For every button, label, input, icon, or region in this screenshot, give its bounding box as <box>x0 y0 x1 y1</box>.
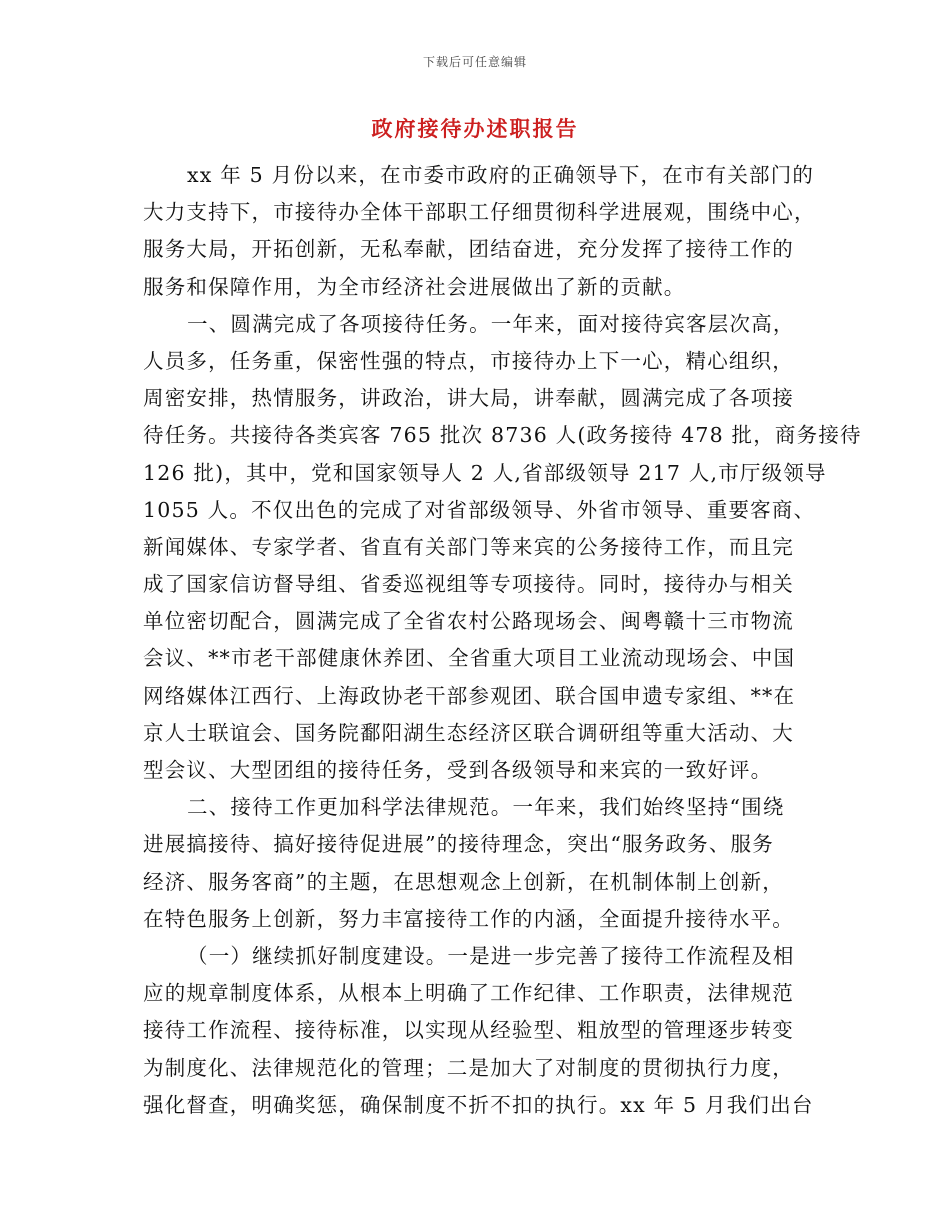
body-line: 1055 人。不仅出色的完成了对省部级领导、外省市领导、重要客商、 <box>143 497 816 522</box>
body-line: 单位密切配合，圆满完成了全省农村公路现场会、闽粤赣十三市物流 <box>143 609 794 634</box>
body-line: 126 批)，其中，党和国家领导人 2 人,省部级领导 217 人,市厅级领导 <box>143 460 827 485</box>
body-line: 为制度化、法律规范化的管理；二是加大了对制度的贯彻执行力度， <box>143 1055 794 1080</box>
document-body <box>143 157 862 1124</box>
body-line: （一）继续抓好制度建设。一是进一步完善了接待工作流程及相 <box>187 943 795 968</box>
page-header-note: 下载后可任意编辑 <box>422 55 527 69</box>
body-line: 大力支持下，市接待办全体干部职工仔细贯彻科学进展观，围绕中心， <box>143 200 816 225</box>
body-line: 待任务。共接待各类宾客 765 批次 8736 人(政务接待 478 批，商务接待 <box>143 423 862 448</box>
body-line: 应的规章制度体系，从根本上明确了工作纪律、工作职责，法律规范 <box>143 981 794 1006</box>
document-title: 政府接待办述职报告 <box>371 116 579 141</box>
body-line: 型会议、大型团组的接待任务，受到各级领导和来宾的一致好评。 <box>143 758 773 782</box>
body-line: xx 年 5 月份以来，在市委市政府的正确领导下，在市有关部门的 <box>187 163 815 187</box>
body-line: 会议、**市老干部健康休养团、全省重大项目工业流动现场会、中国 <box>143 646 796 671</box>
body-line: 新闻媒体、专家学者、省直有关部门等来宾的公务接待工作，而且完 <box>143 534 794 559</box>
body-line: 服务和保障作用，为全市经济社会进展做出了新的贡献。 <box>143 274 686 299</box>
body-line: 在特色服务上创新，努力丰富接待工作的内涵，全面提升接待水平。 <box>143 906 794 931</box>
body-line: 一、圆满完成了各项接待任务。一年来，面对接待宾客层次高， <box>187 311 795 336</box>
body-line: 进展搞接待、搞好接待促进展”的接待理念，突出“服务政务、服务 <box>143 832 774 857</box>
body-line: 服务大局，开拓创新，无私奉献，团结奋进，充分发挥了接待工作的 <box>143 237 794 262</box>
body-line: 经济、服务客商”的主题，在思想观念上创新，在机制体制上创新， <box>143 869 784 894</box>
body-line: 接待工作流程、接待标准，以实现从经验型、粗放型的管理逐步转变 <box>143 1018 794 1043</box>
body-line: 强化督查，明确奖惩，确保制度不折不扣的执行。xx 年 5 月我们出台 <box>143 1092 814 1117</box>
body-line: 人员多，任务重，保密性强的特点，市接待办上下一心，精心组织， <box>143 348 794 373</box>
body-line: 成了国家信访督导组、省委巡视组等专项接待。同时，接待办与相关 <box>143 572 794 597</box>
body-line: 二、接待工作更加科学法律规范。一年来，我们始终坚持“围绕 <box>187 795 785 820</box>
body-line: 网络媒体江西行、上海政协老干部参观团、联合国申遗专家组、**在 <box>143 683 796 708</box>
body-line: 京人士联谊会、国务院鄱阳湖生态经济区联合调研组等重大活动、大 <box>143 720 794 745</box>
body-line: 周密安排，热情服务，讲政治，讲大局，讲奉献，圆满完成了各项接 <box>143 386 794 411</box>
